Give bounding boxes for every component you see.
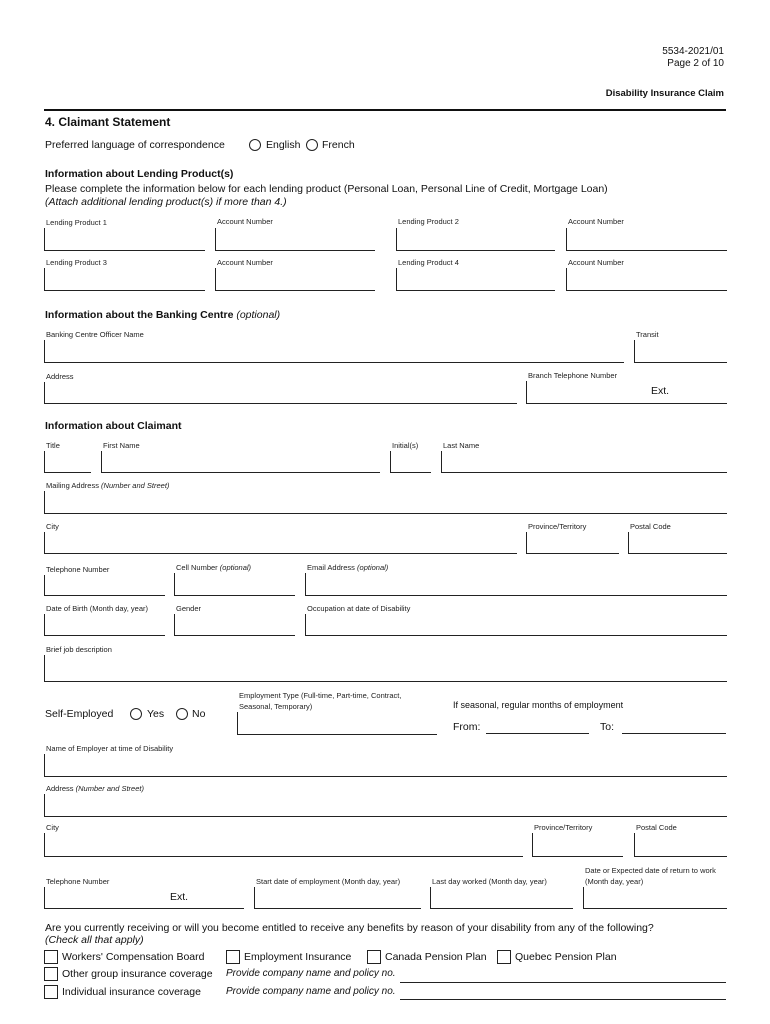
seasonal-label: If seasonal, regular months of employment: [453, 700, 624, 710]
occupation-field[interactable]: [305, 614, 727, 636]
employer-ext-label: Ext.: [170, 891, 189, 903]
lending-product-2-field[interactable]: [396, 228, 555, 251]
branch-phone-field[interactable]: [526, 381, 727, 404]
job-description-label: Brief job description: [46, 645, 112, 654]
from-label: From:: [453, 721, 481, 733]
last-name-label: Last Name: [443, 441, 480, 450]
form-title: Disability Insurance Claim: [605, 88, 724, 99]
french-label: French: [322, 139, 355, 151]
self-employed-yes-radio[interactable]: [130, 708, 142, 720]
mailing-label-text: Mailing Address: [46, 481, 99, 490]
title-field[interactable]: [44, 451, 91, 473]
account-3-field[interactable]: [215, 268, 375, 291]
banking-title-text: Information about the Banking Centre: [45, 309, 234, 321]
account-3-label: Account Number: [217, 258, 273, 267]
qpp-checkbox[interactable]: [497, 950, 511, 964]
dob-label: Date of Birth (Month day, year): [46, 604, 148, 613]
ei-label: Employment Insurance: [244, 951, 352, 963]
email-label-text: Email Address: [307, 563, 355, 572]
banking-optional: (optional): [236, 309, 281, 321]
mailing-label: [46, 481, 169, 490]
to-label: To:: [600, 721, 615, 733]
ei-checkbox[interactable]: [226, 950, 240, 964]
initials-label: Initial(s): [392, 441, 419, 450]
self-employed-yes-label: Yes: [147, 708, 165, 720]
return-date-label-1: Date or Expected date of return to work: [585, 866, 716, 875]
job-description-field[interactable]: [44, 655, 727, 682]
province-label: Province/Territory: [528, 522, 587, 531]
phone-field[interactable]: [44, 575, 165, 596]
benefits-note: (Check all that apply): [45, 934, 144, 946]
english-label: English: [266, 139, 301, 151]
province-field[interactable]: [526, 532, 619, 554]
gender-field[interactable]: [174, 614, 295, 636]
banking-title: [45, 309, 280, 321]
gender-label: Gender: [176, 604, 202, 613]
employer-label: Name of Employer at time of Disability: [46, 744, 174, 753]
mailing-label-note: (Number and Street): [101, 481, 170, 490]
account-1-label: Account Number: [217, 217, 273, 226]
self-employed-label: Self-Employed: [45, 708, 114, 720]
employer-address-label-text: Address: [46, 784, 74, 793]
bank-address-field[interactable]: [44, 382, 517, 404]
transit-label: Transit: [636, 330, 659, 339]
group-insurance-checkbox[interactable]: [44, 967, 58, 981]
employer-province-label: Province/Territory: [534, 823, 593, 832]
last-day-label: Last day worked (Month day, year): [432, 877, 547, 886]
wcb-checkbox[interactable]: [44, 950, 58, 964]
postal-label: Postal Code: [630, 522, 671, 531]
group-provide-label: Provide company name and policy no.: [226, 968, 396, 979]
qpp-label: Quebec Pension Plan: [515, 951, 617, 963]
employment-type-label-2: Seasonal, Temporary): [239, 702, 313, 711]
last-name-field[interactable]: [441, 451, 727, 473]
employer-address-field[interactable]: [44, 794, 727, 817]
city-field[interactable]: [44, 532, 517, 554]
dob-field[interactable]: [44, 614, 165, 636]
employer-phone-field[interactable]: [44, 887, 244, 909]
account-4-label: Account Number: [568, 258, 624, 267]
account-1-field[interactable]: [215, 228, 375, 251]
employer-address-note: (Number and Street): [75, 784, 144, 793]
cell-label: [176, 563, 251, 572]
cpp-label: Canada Pension Plan: [385, 951, 487, 963]
account-4-field[interactable]: [566, 268, 727, 291]
employer-province-field[interactable]: [532, 833, 623, 857]
email-label: [307, 563, 388, 572]
last-day-field[interactable]: [430, 887, 573, 909]
individual-policy-field[interactable]: [400, 999, 726, 1000]
email-field[interactable]: [305, 573, 727, 596]
from-field[interactable]: [486, 733, 589, 734]
city-label: City: [46, 522, 59, 531]
account-2-label: Account Number: [568, 217, 624, 226]
branch-phone-label: Branch Telephone Number: [528, 371, 618, 380]
employer-field[interactable]: [44, 754, 727, 777]
employer-city-label: City: [46, 823, 59, 832]
officer-label: Banking Centre Officer Name: [46, 330, 144, 339]
individual-provide-label: Provide company name and policy no.: [226, 986, 396, 997]
french-radio[interactable]: [306, 139, 318, 151]
lending-product-2-label: Lending Product 2: [398, 217, 459, 226]
lending-product-1-field[interactable]: [44, 228, 205, 251]
start-date-field[interactable]: [254, 887, 421, 909]
form-number: 5534-2021/01: [662, 46, 724, 57]
employer-postal-label: Postal Code: [636, 823, 677, 832]
return-date-field[interactable]: [583, 887, 727, 909]
cell-label-text: Cell Number: [176, 563, 218, 572]
employer-city-field[interactable]: [44, 833, 523, 857]
self-employed-no-label: No: [192, 708, 206, 720]
postal-field[interactable]: [628, 532, 727, 554]
individual-insurance-label: Individual insurance coverage: [62, 986, 201, 998]
benefits-question: Are you currently receiving or will you become entitled to receive any benefits by reason of your disability from any of the following?: [45, 922, 654, 934]
return-date-label-2: (Month day, year): [585, 877, 644, 886]
language-label: Preferred language of correspondence: [45, 139, 225, 151]
title-label: Title: [46, 441, 60, 450]
english-radio[interactable]: [249, 139, 261, 151]
lending-product-3-label: Lending Product 3: [46, 258, 107, 267]
group-policy-field[interactable]: [400, 982, 726, 983]
section-title: 4. Claimant Statement: [45, 115, 171, 129]
employer-phone-label: Telephone Number: [46, 877, 110, 886]
header-rule: [44, 109, 726, 111]
self-employed-no-radio[interactable]: [176, 708, 188, 720]
lending-product-4-label: Lending Product 4: [398, 258, 459, 267]
email-label-note: (optional): [357, 563, 389, 572]
claimant-title: Information about Claimant: [45, 420, 182, 432]
individual-insurance-checkbox[interactable]: [44, 985, 58, 999]
employer-postal-field[interactable]: [634, 833, 727, 857]
cell-label-note: (optional): [219, 563, 252, 572]
start-date-label: Start date of employment (Month day, year): [256, 877, 401, 886]
phone-label: Telephone Number: [46, 565, 110, 574]
initials-field[interactable]: [390, 451, 431, 473]
first-name-label: First Name: [103, 441, 140, 450]
lending-product-3-field[interactable]: [44, 268, 205, 291]
lending-note: (Attach additional lending product(s) if more than 4.): [45, 196, 287, 208]
cpp-checkbox[interactable]: [367, 950, 381, 964]
account-2-field[interactable]: [566, 228, 727, 251]
transit-field[interactable]: [634, 340, 727, 363]
lending-product-4-field[interactable]: [396, 268, 555, 291]
employment-type-field[interactable]: [237, 712, 437, 735]
group-insurance-label: Other group insurance coverage: [62, 968, 213, 980]
to-field[interactable]: [622, 733, 726, 734]
employer-address-label: [46, 784, 144, 793]
lending-product-1-label: Lending Product 1: [46, 218, 107, 227]
employment-type-label-1: Employment Type (Full-time, Part-time, Contract,: [239, 691, 402, 700]
lending-instruction: Please complete the information below for each lending product (Personal Loan, Personal Line of Credit, Mortgage Loan): [45, 183, 608, 195]
first-name-field[interactable]: [101, 451, 380, 473]
page-number: Page 2 of 10: [667, 58, 724, 69]
branch-ext-label: Ext.: [651, 385, 670, 397]
wcb-label: Workers' Compensation Board: [62, 951, 205, 963]
occupation-label: Occupation at date of Disability: [307, 604, 411, 613]
cell-field[interactable]: [174, 573, 295, 596]
bank-address-label: Address: [46, 372, 74, 381]
mailing-field[interactable]: [44, 491, 727, 514]
officer-field[interactable]: [44, 340, 624, 363]
lending-title: Information about Lending Product(s): [45, 168, 234, 180]
